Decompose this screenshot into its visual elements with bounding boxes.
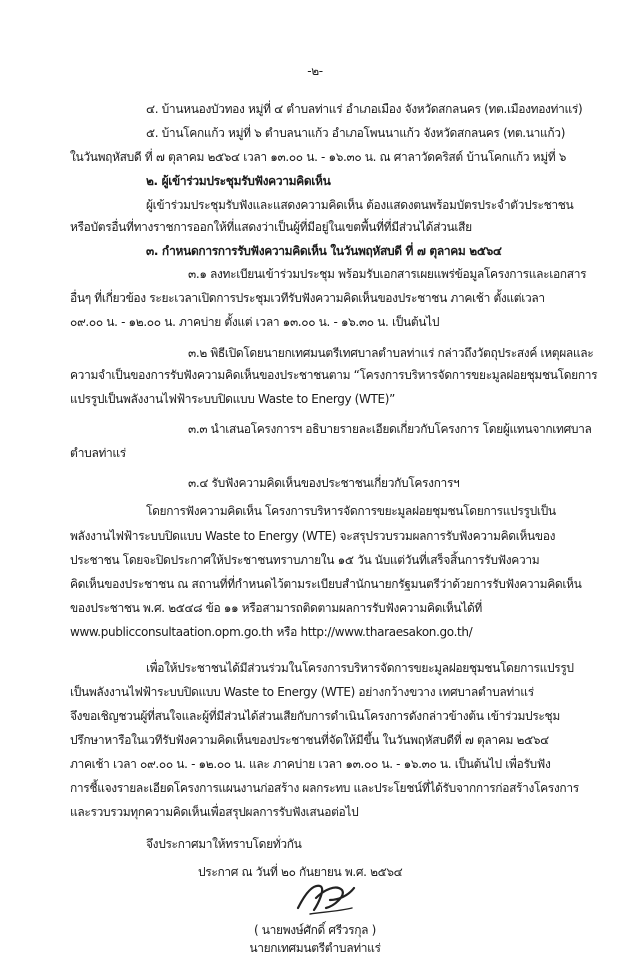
item-3-3: ๓.๓ นำเสนอโครงการฯ อธิบายรายละเอียดเกี่ยวกับโครงการ โดยผู้แทนจากเทศบาล (188, 422, 592, 436)
invitation-paragraph: การชี้แจงรายละเอียดโครงการแผนงานก่อสร้าง ผลกระทบ และประโยชน์ที่ได้รับจากการก่อสร้างโครงการ (70, 781, 579, 795)
section-3-heading: ๓. กำหนดการการรับฟังความคิดเห็น ในวันพฤหัสบดี ที่ ๗ ตุลาคม ๒๕๖๔ (146, 244, 502, 258)
item-3-1: อื่นๆ ที่เกี่ยวข้อง ระยะเวลาเปิดการประชุมเวทีรับฟังความคิดเห็นของประชาชน ภาคเช้า ตั้งแต่เวลา (70, 291, 545, 305)
section-2-text: ผู้เข้าร่วมประชุมรับฟังและแสดงความคิดเห็น ต้องแสดงตนพร้อมบัตรประจำตัวประชาชน (146, 198, 574, 212)
closing-text: จึงประกาศมาให้ทราบโดยทั่วกัน (146, 837, 302, 851)
signer-name: ( นายพงษ์ศักดิ์ ศรีวรกุล ) (253, 923, 376, 937)
invitation-paragraph: และรวบรวมทุกความคิดเห็นเพื่อสรุปผลการรับฟังเสนอต่อไป (70, 805, 359, 819)
item-3-2: ๓.๒ พิธีเปิดโดยนายกเทศมนตรีเทศบาลตำบลท่าแร่ กล่าวถึงวัตถุประสงค์ เหตุผลและ (188, 346, 594, 360)
summary-paragraph: โดยการฟังความคิดเห็น โครงการบริหารจัดการขยะมูลฝอยชุมชนโดยการแปรรูปเป็น (146, 504, 556, 518)
item-3-4: ๓.๔ รับฟังความคิดเห็นของประชาชนเกี่ยวกับโครงการฯ (188, 476, 460, 490)
list-item: ๕. บ้านโคกแก้ว หมู่ที่ ๖ ตำบลนาแก้ว อำเภอโพนนาแก้ว จังหวัดสกลนคร (ทต.นาแก้ว) (146, 126, 566, 140)
summary-paragraph: www.publicconsultaation.opm.go.th หรือ http://www.tharaesakon.go.th/ (70, 625, 473, 639)
item-3-1: ๓.๑ ลงทะเบียนเข้าร่วมประชุม พร้อมรับเอกสารเผยแพร่ข้อมูลโครงการและเอกสาร (188, 267, 587, 281)
invitation-paragraph: ปรึกษาหารือในเวทีรับฟังความคิดเห็นของประชาชนที่จัดให้มีขึ้น ในวันพฤหัสบดีที่ ๗ ตุลาคม ๒๕๖๔ (70, 733, 549, 747)
signature-mark (290, 878, 360, 918)
item-3-3: ตำบลท่าแร่ (70, 446, 126, 460)
invitation-paragraph: จึงขอเชิญชวนผู้ที่สนใจและผู้ที่มีส่วนได้ส่วนเสียกับการดำเนินโครงการดังกล่าวข้างต้น เข้าร่วมประชุม (70, 709, 560, 723)
item-3-2: ความจำเป็นของการรับฟังความคิดเห็นของประชาชนตาม “โครงการบริหารจัดการขยะมูลฝอยชุมชนโดยการ (70, 368, 598, 382)
summary-paragraph: พลังงานไฟฟ้าระบบปิดแบบ Waste to Energy (WTE) จะสรุปรวบรวมผลการรับฟังความคิดเห็นของ (70, 529, 556, 543)
section-2-heading: ๒. ผู้เข้าร่วมประชุมรับฟังความคิดเห็น (146, 174, 331, 188)
summary-paragraph: คิดเห็นของประชาชน ณ สถานที่ที่กำหนดไว้ตามระเบียบสำนักนายกรัฐมนตรีว่าด้วยการรับฟังความคิดเห็น (70, 577, 582, 591)
signer-title: นายกเทศมนตรีตำบลท่าแร่ (249, 941, 381, 955)
invitation-paragraph: เพื่อให้ประชาชนได้มีส่วนร่วมในโครงการบริหารจัดการขยะมูลฝอยชุมชนโดยการแปรรูป (146, 661, 574, 675)
section-2-text: หรือบัตรอื่นที่ทางราชการออกให้ที่แสดงว่าเป็นผู้ที่มีอยู่ในเขตพื้นที่ที่มีส่วนได้ส่วนเสีย (70, 220, 472, 234)
announcement-date: ประกาศ ณ วันที่ ๒๐ กันยายน พ.ศ. ๒๕๖๔ (198, 865, 403, 879)
invitation-paragraph: เป็นพลังงานไฟฟ้าระบบปิดแบบ Waste to Energy (WTE) อย่างกว้างขวาง เทศบาลตำบลท่าแร่ (70, 685, 534, 699)
item-3-1: ๐๙.๐๐ น. - ๑๒.๐๐ น. ภาคบ่าย ตั้งแต่ เวลา ๑๓.๐๐ น. - ๑๖.๓๐ น. เป็นต้นไป (70, 315, 440, 329)
list-item: ๔. บ้านหนองบัวทอง หมู่ที่ ๔ ตำบลท่าแร่ อำเภอเมือง จังหวัดสกลนคร (ทต.เมืองทองท่าแร่) (146, 102, 583, 116)
meeting-info-line: ในวันพฤหัสบดี ที่ ๗ ตุลาคม ๒๕๖๔ เวลา ๑๓.๐๐ น. - ๑๖.๓๐ น. ณ ศาลาวัดคริสต์ บ้านโคกแก้ว หมู่ที่ ๖ (70, 150, 567, 164)
page-number: -๒- (307, 64, 323, 78)
summary-paragraph: ของประชาชน พ.ศ. ๒๕๔๘ ข้อ ๑๑ หรือสามารถติดตามผลการรับฟังความคิดเห็นได้ที่ (70, 601, 482, 615)
summary-paragraph: ประชาชน โดยจะปิดประกาศให้ประชาชนทราบภายใน ๑๕ วัน นับแต่วันที่เสร็จสิ้นการรับฟังความ (70, 553, 540, 567)
item-3-2: แปรรูปเป็นพลังงานไฟฟ้าระบบปิดแบบ Waste to Energy (WTE)” (70, 392, 395, 406)
invitation-paragraph: ภาคเช้า เวลา ๐๙.๐๐ น. - ๑๒.๐๐ น. และ ภาคบ่าย เวลา ๑๓.๐๐ น. - ๑๖.๓๐ น. เป็นต้นไป เพื่อรับฟัง (70, 757, 551, 771)
